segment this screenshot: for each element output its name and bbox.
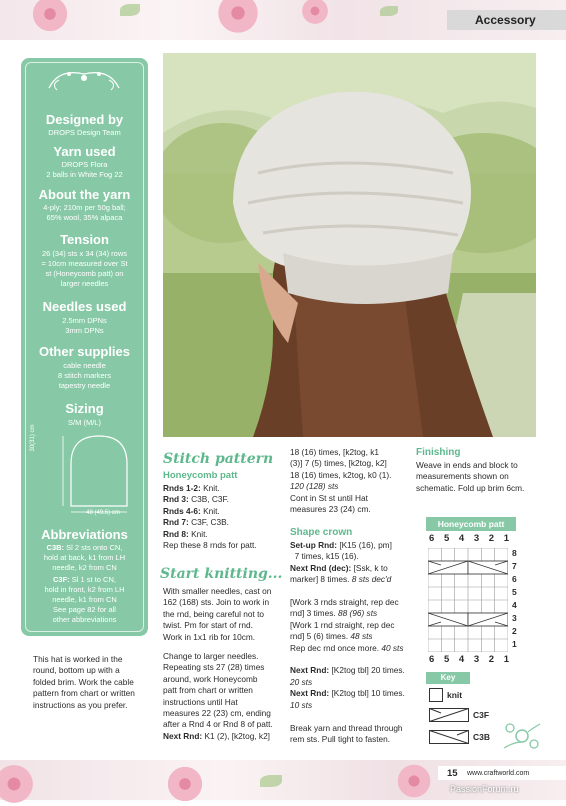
yarn-line: DROPS Flora: [61, 160, 108, 169]
supply-line: tapestry needle: [58, 381, 111, 390]
chart-row-number: 1: [512, 639, 517, 649]
chart-col-numbers-bottom: 6 5 4 3 2 1: [429, 654, 509, 665]
designed-by-heading: Designed by: [45, 112, 124, 127]
stitch-pattern-heading: Stitch pattern: [163, 451, 274, 467]
start-knitting-text-2: Change to larger needles. Repeating sts 27 (28) times around, work Honeycomb patt from chart or written instructions until Hat measures 22 (23) cm, ending after a Rnd 4 or Rnd 8 of patt. Next Rnd: K1 (2), [k2tog, k2]: [163, 651, 273, 741]
leaf-decoration: [380, 6, 398, 16]
start-knitting-heading: Start knitting...: [160, 566, 283, 582]
c3f-symbol-icon: [429, 708, 469, 722]
hat-photo: [163, 53, 536, 437]
floral-ornament-icon: [500, 718, 544, 754]
shape-crown-text: Set-up Rnd: [K15 (16), pm] 7 times, k15 (16). Next Rnd (dec): [Ssk, k to marker] 8 times. 8 sts dec'd [Work 3 rnds straight, rep dec rnd] 3 times. 88 (96) sts [Work 1 rnd straight, rep dec rnd] 5 (6) times. 48 sts Rep dec rnd once more. 40 sts Next Rnd: [K2tog tbl] 20 times. 20 sts Next Rnd: [K2tog tbl] 10 times. 10 sts Break yarn and thread through rem sts. Pull tight to fasten.: [290, 540, 405, 744]
schematic-width-label: 48 (49.5) cm: [86, 510, 120, 516]
chart-row-number: 2: [512, 626, 517, 636]
needle-line: 2.5mm DPNs: [62, 316, 107, 325]
yarn-used-heading: Yarn used: [53, 144, 116, 159]
shape-crown-heading: Shape crown: [290, 527, 353, 538]
schematic-height-label: 30(31) cm: [30, 424, 36, 452]
chart-row-number: 3: [512, 613, 517, 623]
about-yarn-line: 4-ply; 210m per 50g ball;: [43, 203, 126, 212]
leaf-decoration: [120, 4, 140, 16]
abbreviations-heading: Abbreviations: [41, 527, 128, 542]
finishing-heading: Finishing: [416, 447, 461, 458]
panel-ornament: [21, 58, 148, 108]
honeycomb-chart-grid: [428, 548, 508, 652]
hat-schematic: [45, 430, 135, 520]
chart-col-numbers-top: 6 5 4 3 2 1: [429, 533, 509, 544]
tension-heading: Tension: [60, 232, 109, 247]
needles-heading: Needles used: [42, 299, 127, 314]
key-label-c3f: C3F: [473, 710, 490, 720]
tension-line: 26 (34) sts x 34 (34) rows: [41, 249, 128, 258]
chart-row-number: 8: [512, 548, 517, 558]
finishing-text: Weave in ends and block to measurements shown on schematic. Fold up brim 6cm.: [416, 460, 525, 493]
scroll-ornament-icon: [39, 66, 129, 94]
chart-row-number: 4: [512, 600, 517, 610]
sizing-heading: Sizing: [65, 401, 104, 416]
tension-line: larger needles: [60, 279, 109, 288]
key-title: Key: [426, 672, 470, 684]
supply-line: 8 stitch markers: [58, 371, 111, 380]
about-yarn-heading: About the yarn: [38, 187, 131, 202]
chart-row-number: 5: [512, 587, 517, 597]
key-label-knit: knit: [447, 690, 463, 700]
page-number: 15: [447, 768, 458, 779]
abbr-entry: C3B: Sl 2 sts onto CN, hold at back, k1 from LH needle, k2 from CN: [43, 543, 126, 572]
yarn-line: 2 balls in White Fog 22: [46, 170, 123, 179]
leaf-decoration: [260, 775, 282, 787]
intro-text: This hat is worked in the round, bottom up with a folded brim. Work the cable pattern from chart or written instructions as you prefer.: [33, 654, 135, 710]
abbr-entry: C3F: Sl 1 st to CN, hold in front, k2 from LH needle, k1 from CN See page 82 for all other abbreviations: [44, 575, 125, 624]
key-label-c3b: C3B: [473, 732, 491, 742]
start-knitting-text: With smaller needles, cast on 162 (168) sts. Join to work in the rnd, being careful not to twist. Pm for start of rnd. Work in 1x1 rib for 10cm.: [163, 586, 272, 642]
about-yarn-line: 65% wool, 35% alpaca: [46, 213, 123, 222]
tension-line: = 10cm measured over St: [41, 259, 128, 268]
c3b-symbol-icon: [429, 730, 469, 744]
needle-line: 3mm DPNs: [65, 326, 104, 335]
stitch-pattern-text: Rnds 1-2: Knit. Rnd 3: C3B, C3F. Rnds 4-6: Knit. Rnd 7: C3F, C3B. Rnd 8: Knit. Rep these 8 rnds for patt.: [163, 483, 257, 551]
other-supplies-heading: Other supplies: [38, 344, 131, 359]
chart-row-number: 7: [512, 561, 517, 571]
footer-url[interactable]: www.craftworld.com: [467, 770, 530, 777]
watermark: PassionForum.ru: [450, 784, 519, 794]
sizing-value: S/M (M/L): [68, 418, 101, 427]
flower-decoration: [165, 764, 205, 804]
supply-line: cable needle: [63, 361, 106, 370]
section-tag: Accessory: [447, 10, 566, 30]
tension-line: st (Honeycomb patt) on: [45, 269, 124, 278]
photo-illustration: [163, 53, 536, 437]
designer: DROPS Design Team: [48, 128, 121, 137]
flower-decoration: [395, 762, 433, 800]
honeycomb-subheading: Honeycomb patt: [163, 470, 238, 481]
chart-row-number: 6: [512, 574, 517, 584]
crown-prep-text: 18 (16) times, [k2tog, k1 (3)] 7 (5) times, [k2tog, k2] 18 (16) times, k2tog, k0 (1). 120 (128) sts Cont in St st until Hat measures 23 (24) cm.: [290, 447, 392, 515]
knit-symbol-icon: [429, 688, 443, 702]
chart-title: Honeycomb patt: [426, 517, 516, 531]
